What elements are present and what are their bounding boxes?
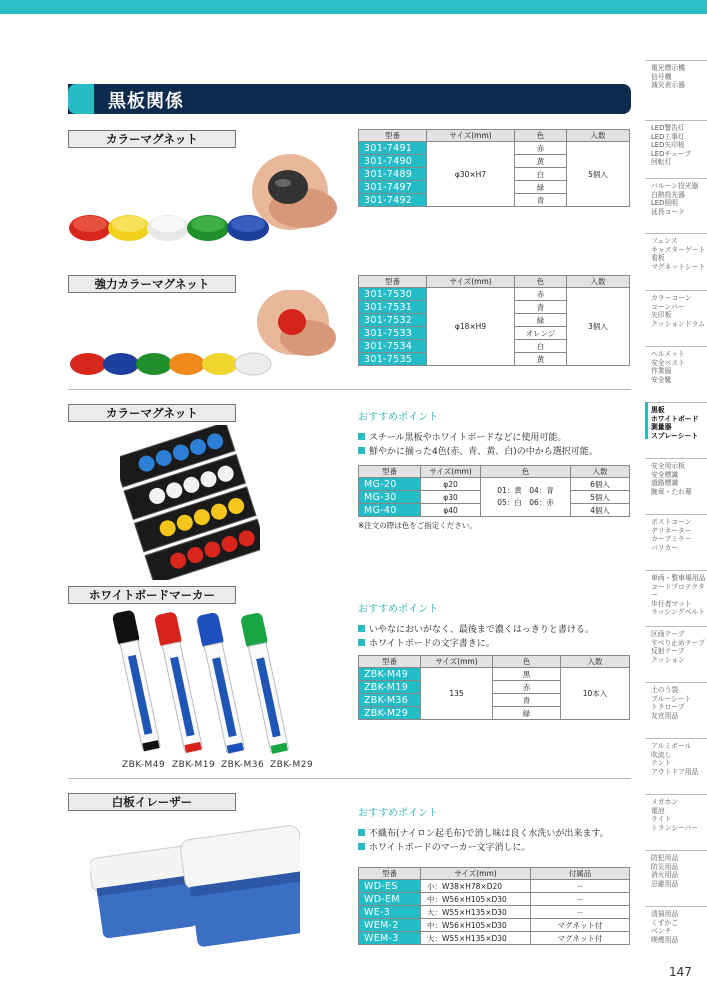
sidebar-item-label: 電池	[651, 806, 665, 815]
sidebar-item-label: ラッシングベルト	[651, 608, 705, 617]
bullet-point	[358, 622, 594, 635]
accessory-cell: －	[531, 880, 630, 893]
col-header: 型番	[359, 466, 421, 478]
table-header-row	[359, 276, 630, 288]
model-code: ZBK-M49	[359, 668, 421, 681]
model-code: 301-7492	[359, 194, 427, 207]
sidebar-item-label: ホワイトボード	[651, 414, 699, 423]
bullet-square	[358, 829, 365, 836]
table-header-row	[359, 466, 630, 478]
sidebar-item-label: 延長コード	[651, 207, 685, 216]
sidebar-item-label: LED矢印板	[651, 141, 685, 150]
sidebar-item[interactable]	[645, 178, 707, 216]
table-row	[359, 919, 630, 932]
sidebar-item[interactable]	[645, 233, 707, 271]
sidebar-item-label: バリカー	[651, 543, 679, 552]
sidebar-item-active[interactable]	[645, 402, 707, 440]
size-cell: 135	[421, 668, 493, 720]
marker-caption: ZBK-M19	[172, 760, 216, 770]
sidebar-item[interactable]	[645, 514, 707, 552]
model-code: ZBK-M19	[359, 681, 421, 694]
model-code: MG-20	[359, 478, 421, 491]
size-cell: 大：W55×H135×D30	[421, 906, 531, 919]
color-cell: オレンジ	[515, 327, 567, 340]
section-divider	[68, 778, 631, 779]
color-cell: 緑	[515, 181, 567, 194]
sidebar-item-label: 電光標示機	[651, 64, 685, 72]
size-cell: φ30	[421, 491, 481, 504]
table-header-row	[359, 656, 630, 668]
bullet-square	[358, 843, 365, 850]
marker-caption: ZBK-M29	[270, 760, 314, 770]
model-code: 301-7489	[359, 168, 427, 181]
sidebar-item-label: ベンチ	[651, 927, 672, 936]
sidebar-item-label: 区画テープ	[651, 630, 685, 638]
size-cell: φ40	[421, 504, 481, 517]
marker-caption: ZBK-M49	[122, 760, 166, 770]
sidebar-item-label: LED警告灯	[651, 124, 685, 132]
sidebar-item-label: 吹流し	[651, 750, 672, 759]
col-header: サイズ(mm)	[421, 466, 481, 478]
sidebar-item-label: マグネットシート	[651, 262, 706, 271]
color-magnet-photo	[68, 150, 338, 250]
model-code: 301-7490	[359, 155, 427, 168]
sidebar-item-label: LED照明	[651, 199, 678, 208]
sidebar-item-label: 安全ベスト	[651, 358, 685, 367]
color-cell: 緑	[493, 707, 561, 720]
sidebar-item-label: 測量器	[651, 423, 672, 432]
col-header: 色	[493, 656, 561, 668]
sidebar-item-label: コードプロテクター	[651, 582, 705, 600]
model-code: WEM-2	[359, 919, 421, 932]
sidebar-item-label: ライト	[651, 815, 672, 824]
section-divider	[68, 389, 631, 390]
color-cell	[481, 478, 571, 517]
sidebar-item-label: 安全靴	[651, 375, 672, 384]
sidebar-item-label: 歩行者マット	[651, 599, 692, 608]
bullet-text: 不織布(ナイロン起毛布)で消し味は良く水洗いが出来ます。	[369, 829, 609, 839]
sidebar-item[interactable]	[645, 346, 707, 384]
top-accent-bar	[0, 0, 707, 14]
qty-cell: 4個入	[571, 504, 630, 517]
page-banner	[68, 84, 631, 114]
sidebar-item-label: デリネーター	[651, 526, 692, 535]
model-code: MG-40	[359, 504, 421, 517]
color-cell: 黄	[515, 155, 567, 168]
page-title: 黒板関係	[108, 91, 184, 112]
size-cell: φ20	[421, 478, 481, 491]
size-cell: φ30×H7	[427, 142, 515, 207]
bullet-text: いやなにおいがなく、最後まで濃くはっきりと書ける。	[369, 625, 594, 635]
table-row	[359, 932, 630, 945]
accessory-cell: マグネット付	[531, 919, 630, 932]
recommend-title: おすすめポイント	[358, 412, 439, 423]
sidebar-item-label: 消火用品	[651, 871, 679, 880]
sidebar-item[interactable]	[645, 682, 707, 720]
table-header-row	[359, 868, 630, 880]
sidebar-item-label: 安全標識	[651, 470, 679, 479]
model-code: MG-30	[359, 491, 421, 504]
bullet-square	[358, 639, 365, 646]
accessory-cell: －	[531, 893, 630, 906]
sidebar-item[interactable]	[645, 60, 707, 90]
sidebar-item-label: ヘルメット	[651, 350, 685, 358]
sidebar-item-label: 防災用品	[651, 862, 679, 871]
model-code: WE-3	[359, 906, 421, 919]
color-magnet-table	[358, 129, 630, 207]
accessory-cell: －	[531, 906, 630, 919]
sidebar-item-label: 減災表示器	[651, 81, 685, 90]
color-cell: 赤	[515, 142, 567, 155]
qty-cell: 6個入	[571, 478, 630, 491]
section-heading-eraser: 白板イレーザー	[68, 793, 236, 811]
sidebar-item[interactable]	[645, 738, 707, 776]
col-header: 付属品	[531, 868, 630, 880]
col-header: サイズ(mm)	[421, 868, 531, 880]
model-code: WEM-3	[359, 932, 421, 945]
page-number: 147	[669, 965, 692, 979]
bullet-text: ホワイトボードの文字書きに。	[369, 639, 495, 649]
sidebar-item-label: カラーコーン	[651, 294, 692, 302]
sidebar-item-label: 土のう袋	[651, 686, 679, 694]
sidebar-item-label: 白熱投光器	[651, 190, 685, 199]
model-code: 301-7491	[359, 142, 427, 155]
sidebar-item-label: 友官用品	[651, 711, 679, 720]
color-codes-line: 05：白 06：赤	[497, 498, 554, 507]
bullet-point	[358, 840, 531, 853]
model-code: WD-EM	[359, 893, 421, 906]
sidebar-item-label: キャスターゲート	[651, 245, 706, 254]
size-cell: φ18×H9	[427, 288, 515, 366]
qty-cell: 3個入	[567, 288, 630, 366]
bullet-text: スチール黒板やホワイトボードなどに使用可能。	[369, 433, 567, 443]
order-note: ※注文の際は色をご指定ください。	[358, 521, 477, 530]
qty-cell: 5個入	[567, 142, 630, 207]
sidebar-item-label: 回転灯	[651, 158, 672, 167]
sidebar-item-label: 車両・整車場用品	[651, 574, 706, 582]
sidebar-item-label: くずかご	[651, 918, 679, 927]
model-code: 301-7531	[359, 301, 427, 314]
sidebar-item-label: LED工事灯	[651, 132, 685, 141]
bullet-point	[358, 636, 495, 649]
marker-caption: ZBK-M36	[221, 760, 265, 770]
size-cell: 大：W55×H135×D30	[421, 932, 531, 945]
color-cell: 白	[515, 168, 567, 181]
sidebar-item-label: フェンス	[651, 237, 678, 245]
model-code: 301-7535	[359, 353, 427, 366]
bullet-square	[358, 625, 365, 632]
color-cell: 赤	[515, 288, 567, 301]
sidebar-item[interactable]	[645, 794, 707, 832]
bullet-square	[358, 447, 365, 454]
sidebar-item[interactable]	[645, 906, 707, 944]
sidebar-item-label: LEDチューブ	[651, 149, 691, 158]
sidebar-item-label: トラロープ	[651, 703, 685, 712]
col-header: 色	[515, 276, 567, 288]
bullet-text: 鮮やかに揃った4色(赤、青、黄、白)の中から選択可能。	[369, 447, 598, 457]
table-row	[359, 478, 630, 491]
section-heading-color-magnet-set: カラーマグネット	[68, 404, 236, 422]
sidebar-item-label: アウトドア用品	[651, 767, 699, 776]
color-cell: 緑	[515, 314, 567, 327]
color-cell: 青	[493, 694, 561, 707]
banner-tab	[68, 84, 94, 114]
strong-magnet-table	[358, 275, 630, 366]
color-cell: 青	[515, 194, 567, 207]
section-heading-marker: ホワイトボードマーカー	[68, 586, 236, 604]
sidebar-item-label: 腕章・たれ幕	[651, 487, 692, 496]
color-cell: 黒	[493, 668, 561, 681]
table-row	[359, 288, 630, 301]
eraser-table	[358, 867, 630, 945]
accessory-cell: マグネット付	[531, 932, 630, 945]
sidebar-item-label: 忌避用品	[651, 879, 679, 888]
model-code: 301-7530	[359, 288, 427, 301]
col-header: サイズ(mm)	[427, 130, 515, 142]
sidebar-item-label: ポストコーン	[651, 518, 692, 526]
sidebar-item-label: クッション	[651, 655, 685, 664]
bullet-text: ホワイトボードのマーカー文字消しに。	[369, 843, 531, 853]
col-header: 型番	[359, 130, 427, 142]
model-code: 301-7497	[359, 181, 427, 194]
strong-magnet-photo	[68, 290, 338, 385]
marker-photo	[108, 605, 313, 755]
sidebar-item-label: バルーン投光器	[651, 182, 699, 190]
magnet-pack-photo	[120, 425, 260, 580]
size-cell: 中：W56×H105×D30	[421, 893, 531, 906]
recommend-title: おすすめポイント	[358, 604, 439, 615]
sidebar-item-label: 黒板	[651, 406, 665, 414]
model-code: 301-7534	[359, 340, 427, 353]
col-header: 入数	[561, 656, 630, 668]
eraser-photo	[90, 815, 300, 955]
sidebar-item[interactable]	[645, 570, 707, 617]
table-row	[359, 668, 630, 681]
table-row	[359, 142, 630, 155]
sidebar-item[interactable]	[645, 458, 707, 496]
col-header: 型番	[359, 276, 427, 288]
bullet-point	[358, 444, 598, 457]
sidebar-item[interactable]	[645, 120, 707, 167]
marker-table	[358, 655, 630, 720]
sidebar-item-label: 清掃用品	[651, 910, 679, 918]
color-cell: 青	[515, 301, 567, 314]
col-header: 型番	[359, 868, 421, 880]
bullet-square	[358, 433, 365, 440]
sidebar-item-label: トランシーバー	[651, 823, 699, 832]
sidebar-item-label: 作業服	[651, 367, 672, 376]
color-cell: 白	[515, 340, 567, 353]
sidebar-item-label: スプレーシート	[651, 431, 699, 440]
sidebar-item-label: コーンバー	[651, 302, 685, 311]
sidebar-item-label: 信号機	[651, 72, 672, 81]
sidebar-item-label: 防犯用品	[651, 854, 679, 862]
col-header: 入数	[567, 276, 630, 288]
table-row	[359, 906, 630, 919]
model-code: 301-7533	[359, 327, 427, 340]
model-code: WD-ES	[359, 880, 421, 893]
sidebar-item-label: 矢印板	[651, 311, 672, 320]
recommend-title: おすすめポイント	[358, 808, 439, 819]
table-row	[359, 880, 630, 893]
col-header: 型番	[359, 656, 421, 668]
section-heading-color-magnet: カラーマグネット	[68, 130, 236, 148]
table-header-row	[359, 130, 630, 142]
sidebar-item-label: 看板	[651, 254, 665, 263]
color-cell: 黄	[515, 353, 567, 366]
color-cell: 赤	[493, 681, 561, 694]
sidebar-item[interactable]	[645, 626, 707, 664]
col-header: 入数	[571, 466, 630, 478]
mg-table	[358, 465, 630, 517]
table-row	[359, 893, 630, 906]
bullet-point	[358, 826, 609, 839]
sidebar-item[interactable]	[645, 850, 707, 888]
model-code: ZBK-M36	[359, 694, 421, 707]
sidebar-item-label: メガホン	[651, 798, 679, 806]
sidebar-item-label: 安全用示板	[651, 462, 685, 470]
section-heading-strong-magnet: 強力カラーマグネット	[68, 275, 236, 293]
sidebar-item-label: すべり止めテープ	[651, 638, 705, 647]
col-header: 色	[481, 466, 571, 478]
sidebar-item-label: 喫煙用品	[651, 935, 679, 944]
color-codes-line: 01：黄 04：青	[497, 486, 554, 495]
sidebar-item-label: テント	[651, 759, 672, 768]
sidebar-item-label: カーブミラー	[651, 535, 692, 544]
qty-cell: 10本入	[561, 668, 630, 720]
sidebar-item-label: 反射テープ	[651, 647, 685, 656]
model-code: ZBK-M29	[359, 707, 421, 720]
bullet-point	[358, 430, 566, 443]
size-cell: 小：W38×H78×D20	[421, 880, 531, 893]
col-header: サイズ(mm)	[427, 276, 515, 288]
sidebar-item-label: ブルーシート	[651, 694, 692, 703]
col-header: 入数	[567, 130, 630, 142]
sidebar-item-label: 道路標識	[651, 479, 679, 488]
col-header: 色	[515, 130, 567, 142]
qty-cell: 5個入	[571, 491, 630, 504]
size-cell: 中：W56×H105×D30	[421, 919, 531, 932]
model-code: 301-7532	[359, 314, 427, 327]
sidebar-item-label: クッションドラム	[651, 319, 706, 328]
sidebar-item-label: アルミポール	[651, 742, 692, 750]
col-header: サイズ(mm)	[421, 656, 493, 668]
sidebar-item[interactable]	[645, 290, 707, 328]
